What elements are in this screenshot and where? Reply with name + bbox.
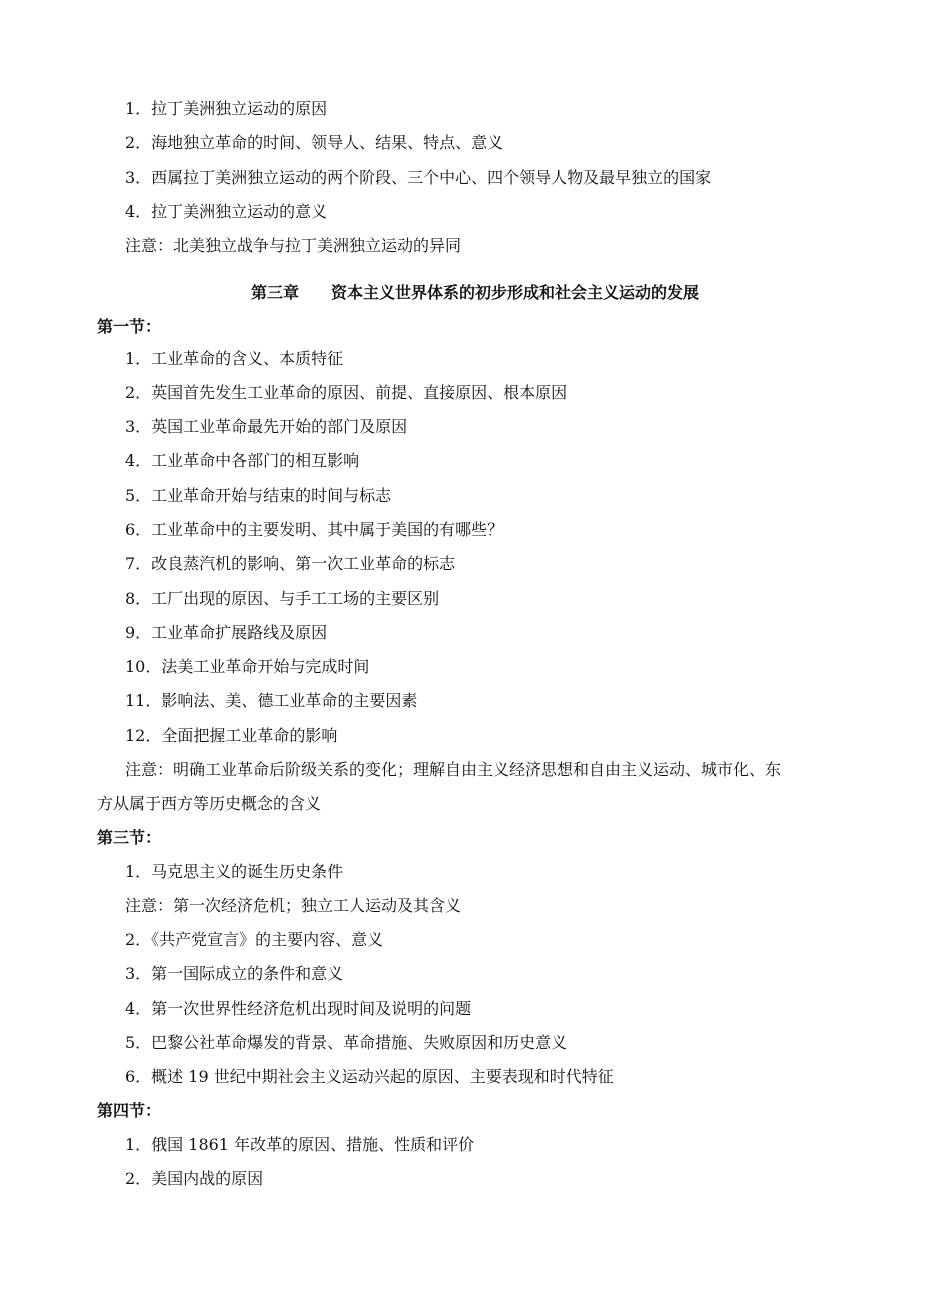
list-item: 3．第一国际成立的条件和意义 <box>125 964 344 983</box>
list-item: 3．西属拉丁美洲独立运动的两个阶段、三个中心、四个领导人物及最早独立的国家 <box>125 168 712 187</box>
list-item: 8．工厂出现的原因、与手工工场的主要区别 <box>125 589 440 608</box>
list-item: 7．改良蒸汽机的影响、第一次工业革命的标志 <box>125 554 456 573</box>
list-item: 2．海地独立革命的时间、领导人、结果、特点、意义 <box>125 133 504 152</box>
list-item: 10．法美工业革命开始与完成时间 <box>125 657 370 676</box>
chapter-title: 资本主义世界体系的初步形成和社会主义运动的发展 <box>331 283 700 302</box>
note-line: 注意：第一次经济危机；独立工人运动及其含义 <box>125 896 462 915</box>
list-item: 6．概述 19 世纪中期社会主义运动兴起的原因、主要表现和时代特征 <box>125 1067 614 1086</box>
section-heading: 第四节： <box>97 1101 162 1120</box>
list-item: 12．全面把握工业革命的影响 <box>125 726 338 745</box>
list-item: 11．影响法、美、德工业革命的主要因素 <box>125 691 418 710</box>
list-item: 1．俄国 1861 年改革的原因、措施、性质和评价 <box>125 1135 475 1154</box>
list-item: 6．工业革命中的主要发明、其中属于美国的有哪些？ <box>125 520 504 539</box>
note-line: 注意：北美独立战争与拉丁美洲独立运动的异同 <box>125 236 462 255</box>
list-item: 9．工业革命扩展路线及原因 <box>125 623 328 642</box>
list-item: 5．工业革命开始与结束的时间与标志 <box>125 486 392 505</box>
list-item: 4．工业革命中各部门的相互影响 <box>125 451 360 470</box>
list-item: 3．英国工业革命最先开始的部门及原因 <box>125 417 408 436</box>
list-item: 1．拉丁美洲独立运动的原因 <box>125 99 328 118</box>
chapter-number: 第三章 <box>250 283 299 302</box>
list-item: 2．《共产党宣言》的主要内容、意义 <box>125 930 384 949</box>
section-heading: 第一节： <box>97 317 162 336</box>
list-item: 1．马克思主义的诞生历史条件 <box>125 862 344 881</box>
note-continuation: 方从属于西方等历史概念的含义 <box>97 794 322 813</box>
list-item: 2．英国首先发生工业革命的原因、前提、直接原因、根本原因 <box>125 383 568 402</box>
section-heading: 第三节： <box>97 828 162 847</box>
list-item: 5．巴黎公社革命爆发的背景、革命措施、失败原因和历史意义 <box>125 1033 568 1052</box>
list-item: 4．拉丁美洲独立运动的意义 <box>125 202 328 221</box>
list-item: 4．第一次世界性经济危机出现时间及说明的问题 <box>125 999 472 1018</box>
chapter-heading <box>0 283 950 303</box>
note-line: 注意：明确工业革命后阶级关系的变化；理解自由主义经济思想和自由主义运动、城市化、东 <box>125 760 782 779</box>
list-item: 1．工业革命的含义、本质特征 <box>125 349 344 368</box>
list-item: 2．美国内战的原因 <box>125 1169 264 1188</box>
